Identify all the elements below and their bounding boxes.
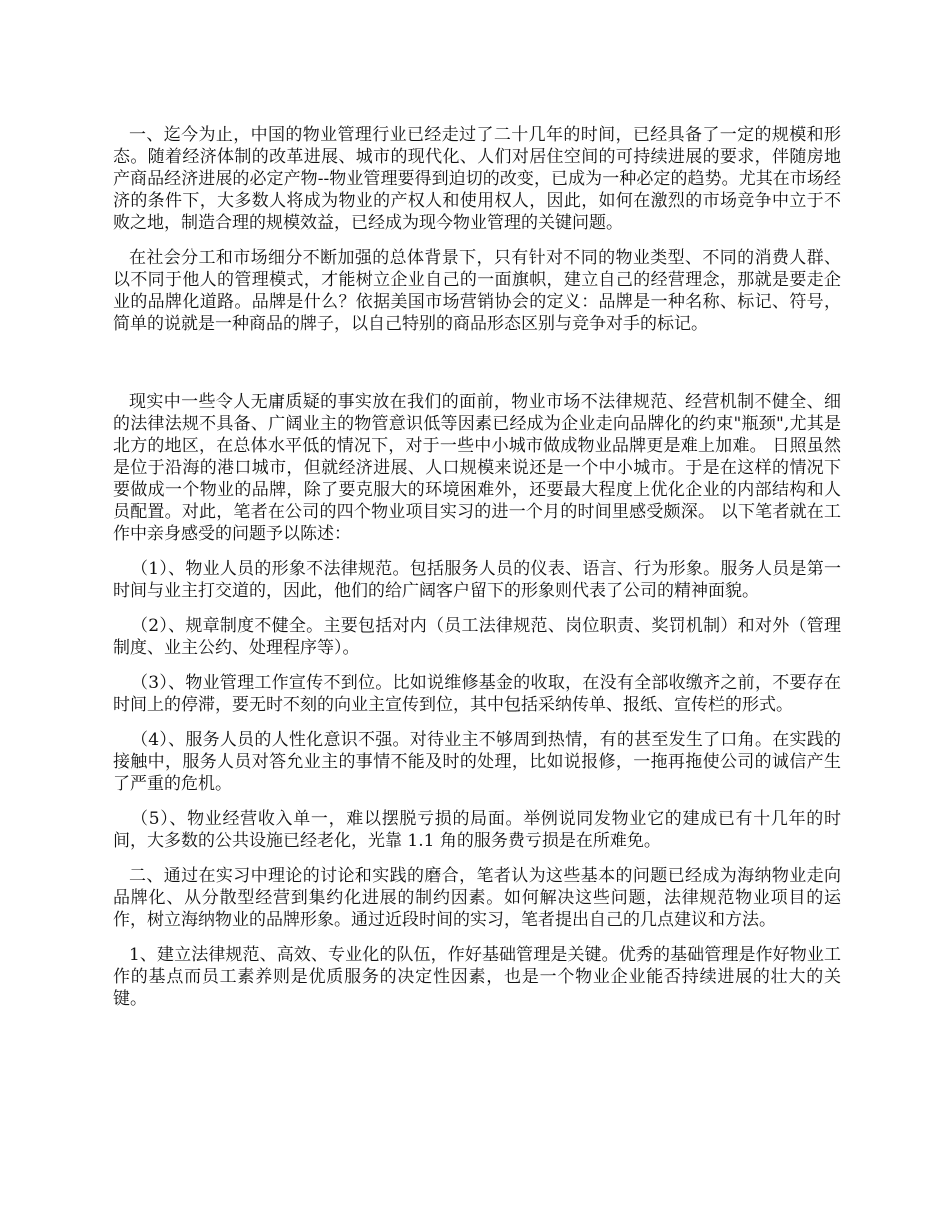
paragraph-issue-2: （2）、规章制度不健全。主要包括对内（员工法律规范、岗位职责、奖罚机制）和对外（管理制度、业主公约、处理程序等）。 (113, 616, 841, 658)
document-page (113, 124, 841, 1023)
paragraph-issue-5: （5）、物业经营收入单一，难以摆脱亏损的局面。举例说同发物业它的建成已有十几年的时间，大多数的公共设施已经老化，光靠 1.1 角的服务费亏损是在所难免。 (113, 809, 841, 851)
paragraph-issue-4: （4）、服务人员的人性化意识不强。对待业主不够周到热情，有的甚至发生了口角。在实践的接触中，服务人员对答允业主的事情不能及时的处理，比如说报修，一拖再拖使公司的诚信产生了严重的危机。 (113, 730, 841, 794)
paragraph-intro: 一、迄今为止，中国的物业管理行业已经走过了二十几年的时间，已经具备了一定的规模和形态。随着经济体制的改革进展、城市的现代化、人们对居住空间的可持续进展的要求，伴随房地产商品经济进展的必定产物--物业管理要得到迫切的改变，已成为一种必定的趋势。尤其在市场经济的条件下，大多数人将成为物业的产权人和使用权人，因此，如何在激烈的市场竞争中立于不败之地，制造合理的规模效益，已经成为现今物业管理的关键问题。 (113, 125, 841, 233)
paragraph-brand-definition: 在社会分工和市场细分不断加强的总体背景下，只有针对不同的物业类型、不同的消费人群、以不同于他人的管理模式，才能树立企业自己的一面旗帜，建立自己的经营理念，那就是要走企业的品牌化道路。品牌是什么？依据美国市场营销协会的定义：品牌是一种名称、标记、符号，简单的说就是一种商品的牌子，以自己特别的商品形态区别与竞争对手的标记。 (113, 248, 841, 334)
section-gap (113, 348, 841, 391)
paragraph-issue-1: （1）、物业人员的形象不法律规范。包括服务人员的仪表、语言、行为形象。服务人员是第一时间与业主打交道的，因此，他们的给广阔客户留下的形象则代表了公司的精神面貌。 (113, 559, 841, 601)
paragraph-suggestion-1: 1、建立法律规范、高效、专业化的队伍，作好基础管理是关键。优秀的基础管理是作好物业工作的基点而员工素养则是优质服务的决定性因素，也是一个物业企业能否持续进展的壮大的关键。 (113, 945, 841, 1009)
paragraph-reality: 现实中一些令人无庸质疑的事实放在我们的面前，物业市场不法律规范、经营机制不健全、细的法律法规不具备、广阔业主的物管意识低等因素已经成为企业走向品牌化的约束"瓶颈",尤其是北方的地区，在总体水平低的情况下，对于一些中小城市做成物业品牌更是难上加难。 日照虽然是位于沿海的港口城市，但就经济进展、人口规模来说还是一个中小城市。于是在这样的情况下要做成一个物业的品牌，除了要克服大的环境困难外，还要最大程度上优化企业的内部结构和人员配置。对此，笔者在公司的四个物业项目实习的进一个月的时间里感受颇深。 以下笔者就在工作中亲身感受的问题予以陈述： (113, 392, 841, 544)
paragraph-issue-3: （3）、物业管理工作宣传不到位。比如说维修基金的收取，在没有全部收缴齐之前，不要存在时间上的停滞，要无时不刻的向业主宣传到位，其中包括采纳传单、报纸、宣传栏的形式。 (113, 673, 841, 715)
paragraph-section-two: 二、通过在实习中理论的讨论和实践的磨合，笔者认为这些基本的问题已经成为海纳物业走向品牌化、从分散型经营到集约化进展的制约因素。如何解决这些问题，法律规范物业项目的运作，树立海纳物业的品牌形象。通过近段时间的实习，笔者提出自己的几点建议和方法。 (113, 866, 841, 930)
